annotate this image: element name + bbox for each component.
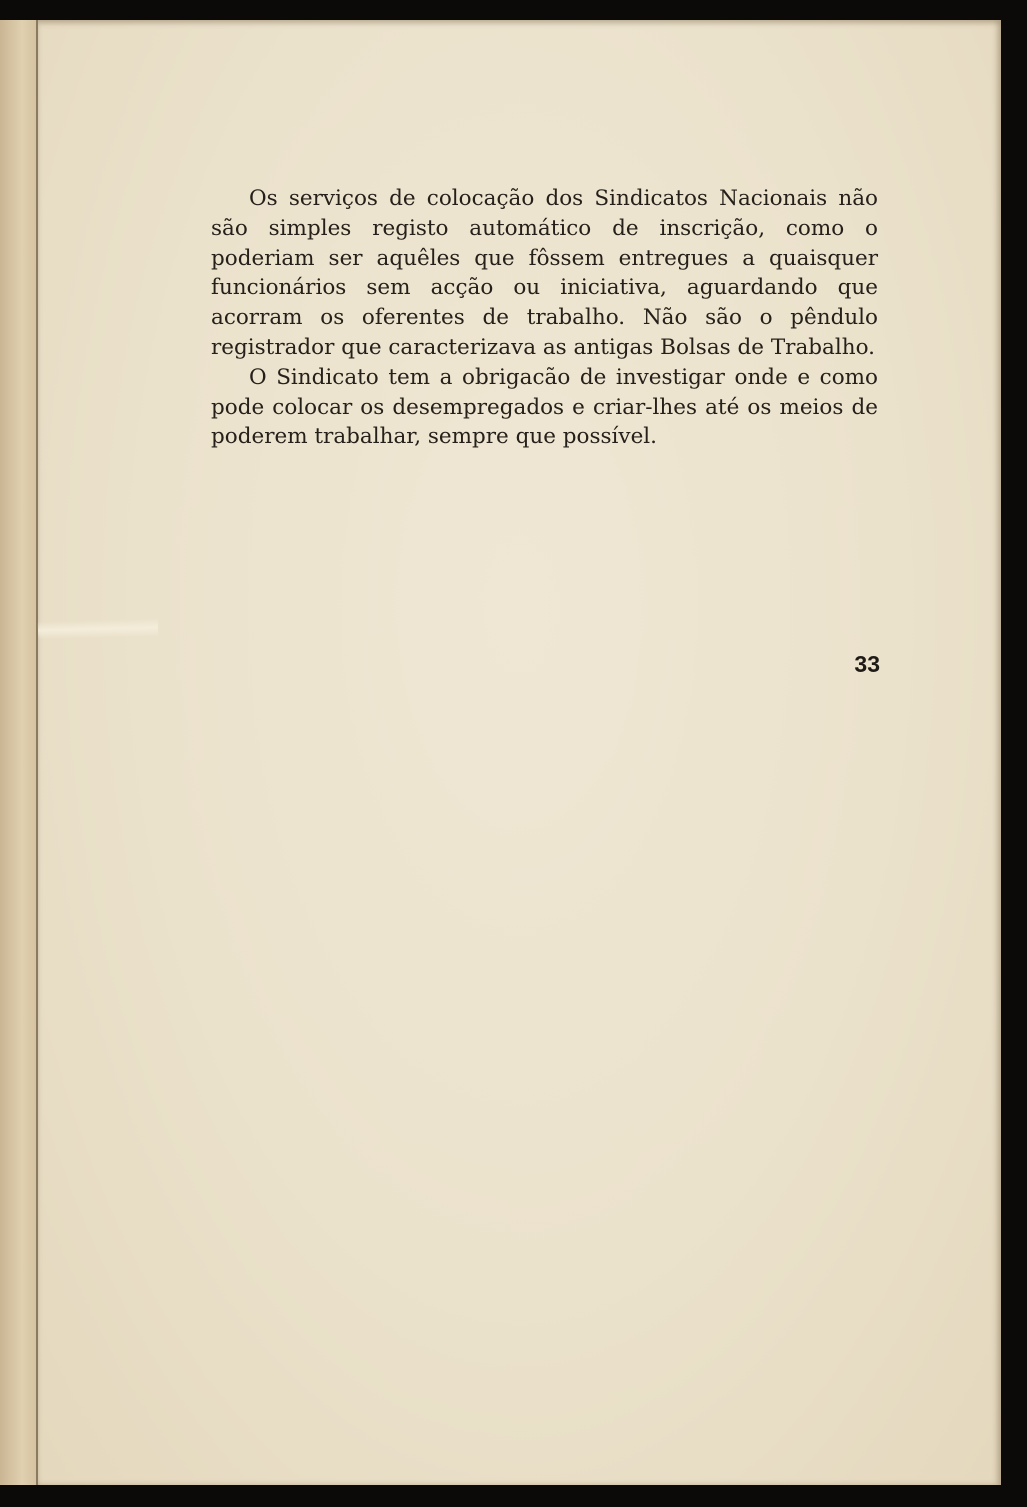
paper-crease	[38, 618, 158, 639]
book-page	[38, 20, 1001, 1485]
body-text	[211, 184, 878, 452]
previous-page-edge	[0, 20, 40, 1485]
paragraph-1: Os serviços de colocação dos Sindicatos Nacionais não são simples registo automático de inscrição, como o poderiam ser aquêles que fôssem entregues a quaisquer funcionários sem acção ou iniciativa, aguardando que acorram os oferentes de trabalho. Não são o pêndulo registrador que caracterizava as antigas Bolsas de Trabalho.	[211, 186, 878, 360]
page-number: 33	[854, 651, 880, 677]
paragraph-2: O Sindicato tem a obrigacão de investigar onde e como pode colocar os desempregados e criar-lhes até os meios de poderem trabalhar, sempre que possível.	[211, 364, 878, 450]
